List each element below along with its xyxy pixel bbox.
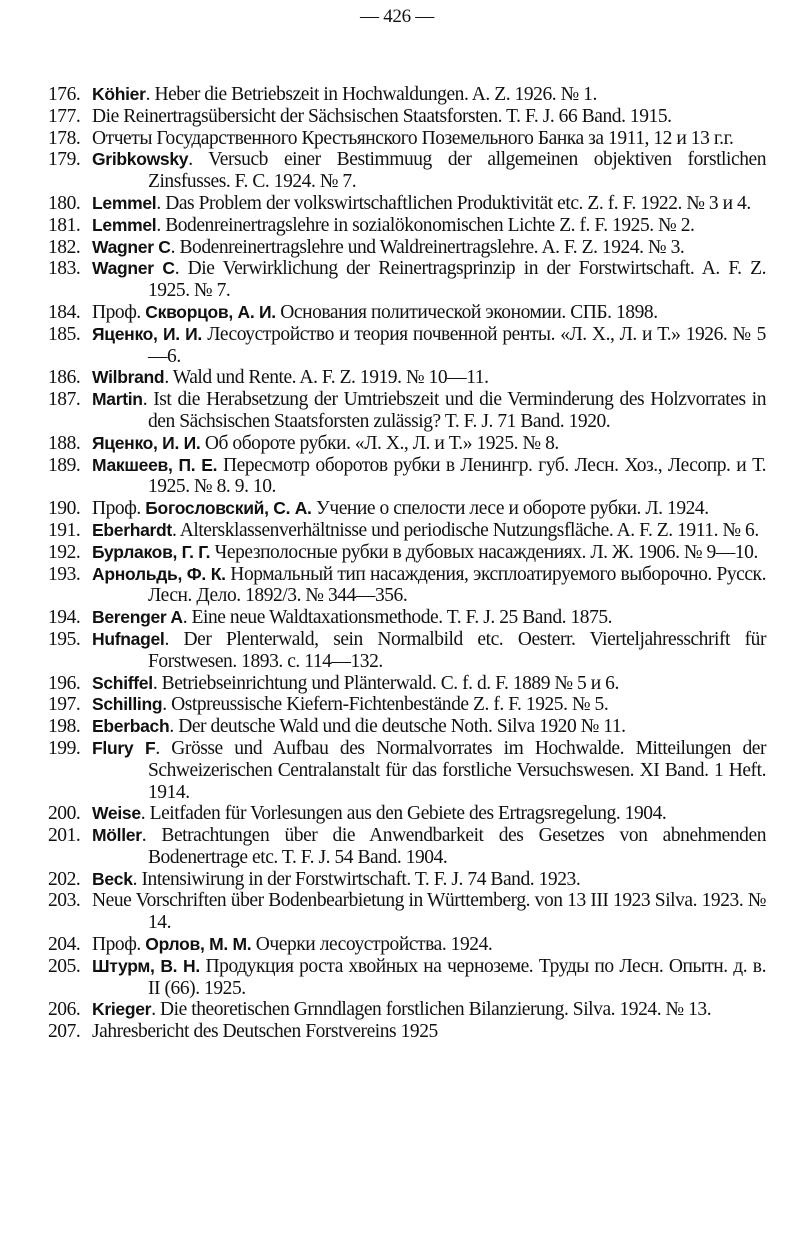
entry-number: 188. [48,432,81,454]
page-number: — 426 — [360,6,434,27]
entry-author: Lemmel [92,192,157,213]
entry-number: 189. [48,454,81,476]
entry-text: Черезполосные рубки в дубовых насаждениях. Л. Ж. 1906. № 9—10. [210,541,758,563]
entry-author: Flury F [92,737,156,758]
entry-text: Jahresbericht des Deutschen Forstvereins 1925 [92,1021,438,1043]
entry-number: 193. [48,563,81,585]
entry-author: Köhier [92,84,146,104]
bibliography-entry [48,956,766,1000]
entry-author: Weise [92,803,141,824]
bibliography-entry [48,128,766,150]
entry-text: . Betriebseinrichtung und Plänterwald. C. f. d. F. 1889 № 5 и 6. [152,672,619,694]
entry-text: Die Reinertragsübersicht der Sächsischen Staatsforsten. T. F. J. 66 Band. 1915. [92,105,672,127]
entry-text: . Die theoretischen Grnndlagen forstlichen Bilanzierung. Silva. 1924. № 13. [151,999,712,1021]
bibliography-entry [48,215,766,237]
entry-prefix: Проф. [92,934,146,956]
bibliography-entry [48,564,766,608]
bibliography-entry [48,498,766,520]
entry-number: 205. [48,955,81,977]
entry-number: 186. [48,367,81,389]
entry-number: 201. [48,825,81,847]
bibliography-entry [48,999,766,1021]
bibliography-entry [48,84,766,106]
bibliography-entry [48,803,766,825]
entry-author: Eberhardt [92,519,172,540]
bibliography-entry [48,869,766,891]
entry-text: . Bodenreinertragslehre und Waldreinertragslehre. A. F. Z. 1924. № 3. [170,236,685,258]
entry-number: 180. [48,192,81,214]
entry-text: Основания политической экономии. СПБ. 1898. [275,301,658,323]
entry-text: . Ostpreussische Kiefern-Fichtenbestände Z. f. F. 1925. № 5. [162,694,609,716]
bibliography-entry [48,825,766,869]
entry-author: Krieger [92,999,152,1020]
entry-number: 195. [48,628,81,650]
entry-author: Martin [92,389,143,410]
entry-text: Очерки лесоустройства. 1924. [251,934,493,956]
entry-number: 202. [48,868,81,890]
entry-text: . Das Problem der volkswirtschaftlichen Produktivität etc. Z. f. F. 1922. № 3 и 4. [156,192,751,214]
bibliography-entry [48,237,766,259]
entry-prefix: Проф. [92,301,146,323]
entry-number: 184. [48,301,81,323]
bibliography-entry [48,738,766,803]
entry-text: . Ist die Herabsetzung der Umtriebszeit und die Verminderung des Holzvorrates in den Sächsischen Staatsforsten zulässig? T. F. J. 71 Band. 1920. [142,389,766,432]
bibliography-entry [48,1021,766,1043]
entry-text: Продукция роста хвойных на черноземе. Труды по Лесн. Опытн. д. в. II (66). 1925. [148,955,766,999]
bibliography-entry [48,149,766,193]
entry-author: Бурлаков, Г. Г. [92,541,211,562]
entry-prefix: Проф. [92,498,146,520]
bibliography-entry [48,629,766,673]
entry-text: Об обороте рубки. «Л. Х., Л. и Т.» 1925. № 8. [200,432,559,454]
entry-text: . Grösse und Aufbau des Normalvorrates im Hochwalde. Mitteilungen der Schweizerischen Centralanstalt für das forstliche Versuchswesen. XI Band. 1 Heft. 1914. [148,737,766,803]
bibliography-entry [48,542,766,564]
bibliography-entry [48,324,766,368]
entry-text: . Der deutsche Wald und die deutsche Noth. Silva 1920 № 11. [169,716,626,738]
entry-number: 192. [48,541,81,563]
entry-author: Hufnagel [92,628,165,649]
entry-number: 181. [48,214,81,236]
bibliography-entry [48,455,766,499]
entry-text: . Betrachtungen über die Anwendbarkeit des Gesetzes von abnehmenden Bodenertrage etc. T. F. J. 54 Band. 1904. [141,825,766,868]
bibliography-entry [48,389,766,433]
entry-text: Neue Vorschriften über Bodenbearbietung in Württemberg. von 13 III 1923 Silva. 1923. № 14. [92,890,766,934]
entry-number: 199. [48,737,81,759]
entry-number: 198. [48,716,81,738]
entry-number: 190. [48,498,81,520]
entry-text: . Eine neue Waldtaxationsmethode. T. F. J. 25 Band. 1875. [182,607,613,629]
bibliography-entry [48,193,766,215]
entry-author: Арнольдь, Ф. К. [92,563,226,584]
entry-author: Gribkowsky [92,149,189,170]
entry-author: Яценко, И. И. [92,323,202,344]
entry-text: . Wald und Rente. A. F. Z. 1919. № 10—11. [164,367,489,389]
entry-author: Макшеев, П. Е. [92,454,218,475]
bibliography-entry [48,934,766,956]
entry-text: Пересмотр оборотов рубки в Ленингр. губ. Лесн. Хоз., Лесопр. и Т. 1925. № 8. 9. 10. [148,454,767,498]
bibliography-entry [48,694,766,716]
entry-number: 196. [48,672,81,694]
entry-text: Нормальный тип насаждения, эксплоатируемого выборочно. Русск. Лесн. Дело. 1892/3. № 344—356. [148,563,766,607]
entry-number: 206. [48,999,81,1021]
bibliography-entry [48,367,766,389]
entry-number: 207. [48,1021,81,1043]
bibliography-entry [48,890,766,934]
entry-author: Schiffel [92,672,153,693]
entry-author: Яценко, И. И. [92,432,201,453]
entry-author: Eberbach [92,716,170,737]
entry-text: . Versucb einer Bestimmuug der allgemeinen objektiven forstlichen Zinsfusses. F. C. 1924. № 7. [148,149,766,193]
entry-author: Beck [92,868,133,889]
entry-author: Wilbrand [92,367,165,388]
entry-author: Скворцов, А. И. [145,301,276,322]
entry-author: Lemmel [92,214,157,235]
bibliography-entry [48,716,766,738]
entry-number: 203. [48,890,81,912]
entry-number: 194. [48,607,81,629]
bibliography-entry [48,673,766,695]
bibliography-entry [48,433,766,455]
entry-author: Wagner C [92,236,171,257]
entry-number: 179. [48,149,81,171]
entry-author: Богословский, С. А. [145,498,312,519]
entry-author: Möller [92,825,142,846]
entry-text: . Intensiwirung in der Forstwirtschaft. T. F. J. 74 Band. 1923. [132,868,581,890]
entry-text: . Der Plenterwald, sein Normalbild etc. Oesterr. Vierteljahresschrift für Forstwesen. 1893. с. 114—132. [148,628,766,672]
entry-number: 183. [48,258,81,280]
bibliography-entry [48,607,766,629]
entry-text: Лесоустройство и теория почвенной ренты. «Л. Х., Л. и Т.» 1926. № 5—6. [148,323,766,367]
entry-text: . Leitfaden für Vorlesungen aus den Gebiete des Ertragsregelung. 1904. [140,803,667,825]
bibliography-list [48,84,766,1043]
entry-number: 200. [48,803,81,825]
entry-number: 197. [48,694,81,716]
entry-number: 177. [48,105,81,127]
entry-number: 176. [48,84,81,105]
entry-text: . Heber die Betriebszeit in Hochwaldungen. A. Z. 1926. № 1. [145,84,597,105]
bibliography-entry [48,302,766,324]
entry-number: 191. [48,519,81,541]
entry-text: . Bodenreinertragslehre in sozialökonomischen Lichte Z. f. F. 1925. № 2. [156,214,695,236]
entry-text: Учение о спелости лесе и обороте рубки. Л. 1924. [311,498,709,520]
entry-number: 185. [48,323,81,345]
entry-author: Berenger A [92,607,183,628]
entry-number: 182. [48,236,81,258]
bibliography-entry [48,258,766,302]
entry-author: Орлов, М. М. [145,934,252,955]
entry-author: Schilling [92,694,163,715]
entry-text: Отчеты Государственного Крестьянского Поземельного Банка за 1911, 12 и 13 г.г. [92,127,734,149]
entry-text: . Altersklassenverhältnisse und periodische Nutzungsfläche. A. F. Z. 1911. № 6. [171,519,759,541]
bibliography-entry [48,106,766,128]
entry-author: Штурм, В. Н. [92,955,200,976]
entry-author: Wagner C [92,258,175,279]
entry-number: 187. [48,389,81,411]
entry-text: . Die Verwirklichung der Reinertragsprinzip in der Forstwirtschaft. A. F. Z. 1925. № 7. [148,258,766,302]
entry-number: 178. [48,127,81,149]
bibliography-entry [48,520,766,542]
entry-number: 204. [48,934,81,956]
